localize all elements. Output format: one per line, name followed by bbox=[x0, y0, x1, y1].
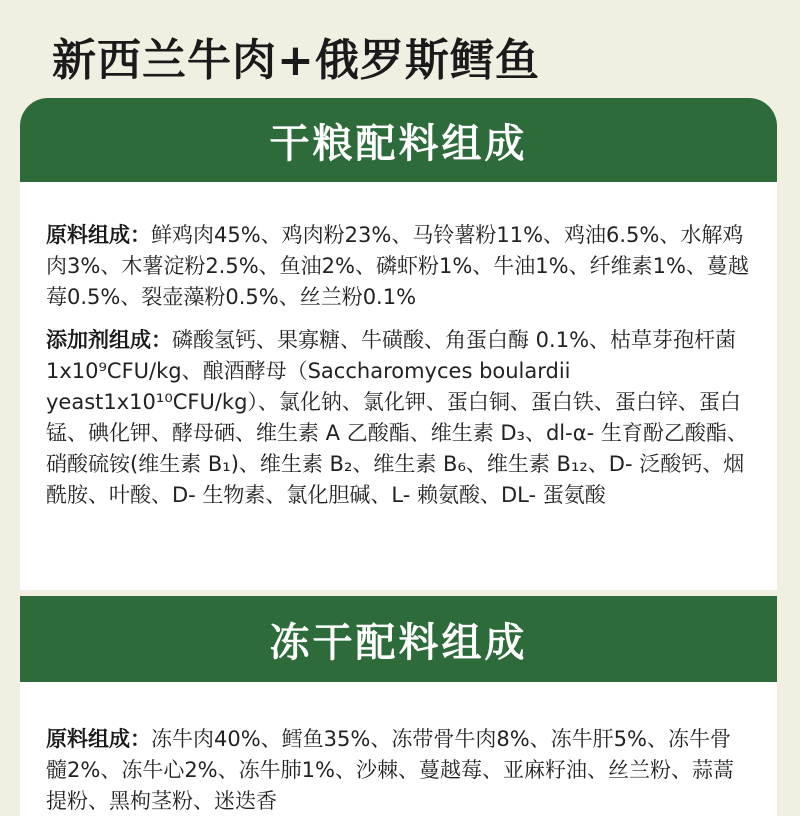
dry-food-additive-text: 磷酸氢钙、果寡糖、牛磺酸、角蛋白酶 0.1%、枯草芽孢杆菌 1x10⁹CFU/kg、酿酒酵母（Saccharomyces boulardii yeast1x10¹⁰CFU/kg）、氯化钠、氯化钾、蛋白铜、蛋白铁、蛋白锌、蛋白锰、碘化钾、酵母硒、维生素 A 乙酸酯、维生素 D₃、dl-α- 生育酚乙酸酯、硝酸硫铵(维生素 B₁)、维生素 B₂、维生素 B₆、维生素 B₁₂、D- 泛酸钙、烟酰胺、叶酸、D- 生物素、氯化胆碱、L- 赖氨酸、DL- 蛋氨酸 bbox=[46, 328, 748, 507]
dry-food-additive-label: 添加剂组成： bbox=[46, 328, 172, 352]
dry-food-raw-section bbox=[46, 220, 751, 313]
dry-food-raw-label: 原料组成： bbox=[46, 223, 151, 247]
freeze-dried-raw-text: 冻牛肉40%、鳕鱼35%、冻带骨牛肉8%、冻牛肝5%、冻牛骨髓2%、冻牛心2%、冻牛肺1%、沙棘、蔓越莓、亚麻籽油、丝兰粉、蒜蒿提粉、黑枸茎粉、迷迭香 bbox=[46, 727, 734, 813]
dry-food-raw-text: 鲜鸡肉45%、鸡肉粉23%、马铃薯粉11%、鸡油6.5%、水解鸡肉3%、木薯淀粉2.5%、鱼油2%、磷虾粉1%、牛油1%、纤维素1%、蔓越莓0.5%、裂壶藻粉0.5%、丝兰粉0.1% bbox=[46, 223, 749, 309]
page-title: 新西兰牛肉+俄罗斯鳕鱼 bbox=[52, 35, 540, 86]
dry-food-card bbox=[20, 98, 777, 590]
freeze-dried-raw-label: 原料组成： bbox=[46, 727, 151, 751]
freeze-dried-raw-section bbox=[46, 724, 751, 816]
dry-food-header: 干粮配料组成 bbox=[20, 98, 777, 182]
dry-food-additive-section bbox=[46, 325, 751, 511]
freeze-dried-card bbox=[20, 596, 777, 816]
freeze-dried-header: 冻干配料组成 bbox=[20, 596, 777, 682]
